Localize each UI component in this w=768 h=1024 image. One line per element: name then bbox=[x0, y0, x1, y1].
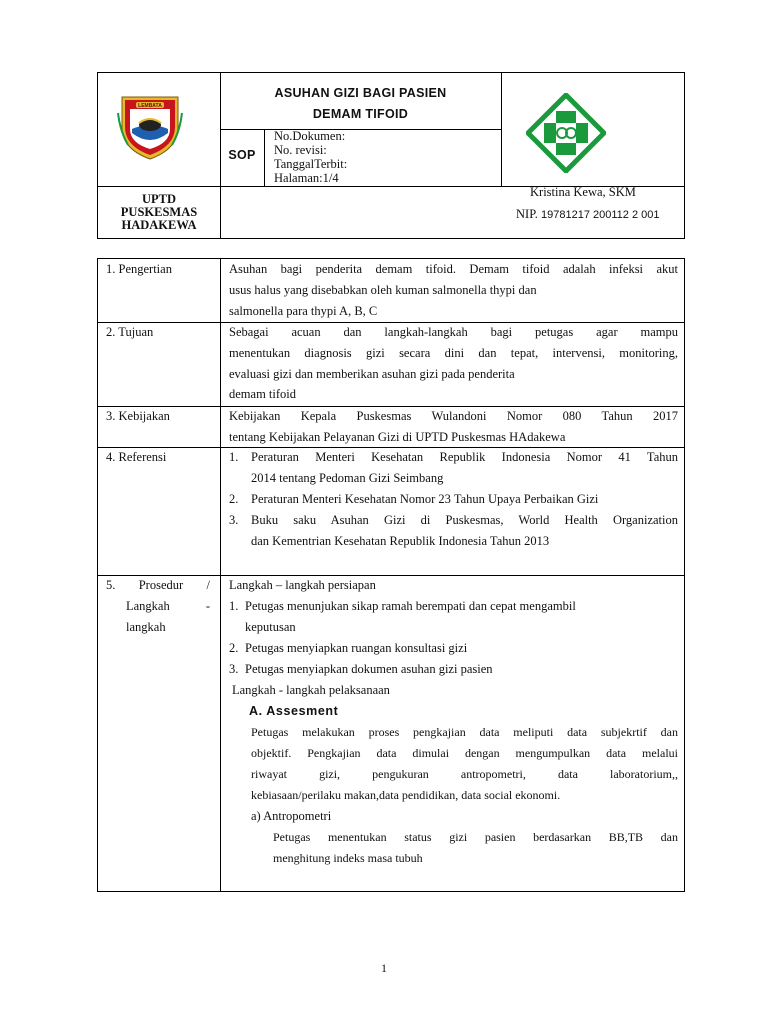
page-number: 1 bbox=[381, 961, 387, 975]
prep-text: Petugas menyiapkan ruangan konsultasi gizi bbox=[245, 641, 468, 655]
prep-item bbox=[229, 596, 678, 638]
langkah-word2: langkah bbox=[126, 620, 166, 634]
regency-shield-logo bbox=[114, 91, 186, 163]
kebijakan-line: Kebijakan Kepala Puskesmas Wulandoni Nomor 080 Tahun 2017 bbox=[229, 409, 678, 423]
row-content-prosedur bbox=[229, 575, 678, 869]
tujuan-line: evaluasi gizi dan memberikan asuhan gizi pada penderita bbox=[229, 367, 515, 381]
antropometri-line: Petugas menentukan status gizi pasien berdasarkan BB,TB dan bbox=[273, 830, 678, 844]
assesment-line: objektif. Pengkajian data dimulai dengan mengumpulkan data melalui bbox=[251, 746, 678, 760]
prep-num: 2. bbox=[229, 641, 239, 655]
prosedur-word: Prosedur bbox=[138, 578, 184, 592]
nip-label: NIP. bbox=[516, 207, 538, 221]
prep-text: keputusan bbox=[245, 620, 296, 634]
kebijakan-line: tentang Kebijakan Pelayanan Gizi di UPTD Puskesmas HAdakewa bbox=[229, 430, 566, 444]
exec-title: Langkah - langkah pelaksanaan bbox=[232, 683, 390, 697]
nip-value: 19781217 200112 2 001 bbox=[541, 209, 660, 221]
signer-name: Kristina Kewa, SKM bbox=[530, 185, 636, 199]
row-content-tujuan bbox=[229, 322, 678, 403]
assesment-line: Petugas melakukan proses pengkajian data meliputi data subjekrtif dan bbox=[251, 725, 678, 739]
referensi-item bbox=[229, 447, 678, 489]
row-content-kebijakan bbox=[229, 406, 678, 448]
prosedur-slash: / bbox=[206, 578, 210, 592]
referensi-text: dan Kementrian Kesehatan Republik Indonesia Tahun 2013 bbox=[251, 534, 550, 548]
puskesmas-logo bbox=[526, 93, 606, 173]
row-label-prosedur bbox=[106, 575, 210, 638]
doc-number-label: No.Dokumen: bbox=[274, 129, 346, 143]
tujuan-line: demam tifoid bbox=[229, 387, 296, 401]
org-line1: UPTD bbox=[141, 192, 177, 206]
row-label-tujuan: 2. Tujuan bbox=[106, 325, 154, 339]
row-content-pengertian bbox=[229, 259, 678, 322]
referensi-text: 2014 tentang Pedoman Gizi Seimbang bbox=[251, 471, 444, 485]
prep-text: Petugas menyiapkan dokumen asuhan gizi pasien bbox=[245, 662, 493, 676]
referensi-text: Buku saku Asuhan Gizi di Puskesmas, World Health Organization bbox=[251, 513, 678, 527]
referensi-item bbox=[229, 489, 678, 510]
prep-item bbox=[229, 659, 678, 680]
referensi-num: 1. bbox=[229, 450, 239, 464]
referensi-text: Peraturan Menteri Kesehatan Nomor 23 Tahun Upaya Perbaikan Gizi bbox=[251, 492, 599, 506]
prosedur-num: 5. bbox=[106, 578, 116, 592]
doc-title-line2: DEMAM TIFOID bbox=[312, 107, 409, 121]
langkah-dash: - bbox=[205, 599, 210, 613]
tujuan-line: Sebagai acuan dan langkah-langkah bagi petugas agar mampu bbox=[229, 325, 678, 339]
prep-title: Langkah – langkah persiapan bbox=[229, 578, 376, 592]
logo-text: LEMBATA bbox=[138, 103, 162, 109]
pengertian-line: salmonella para thypi A, B, C bbox=[229, 304, 378, 318]
referensi-text: Peraturan Menteri Kesehatan Republik Indonesia Nomor 41 Tahun bbox=[251, 450, 678, 464]
langkah-word: Langkah bbox=[126, 599, 170, 613]
prep-num: 3. bbox=[229, 662, 239, 676]
signer-nip bbox=[516, 207, 660, 222]
sop-content-table bbox=[97, 258, 685, 892]
org-line3: HADAKEWA bbox=[121, 218, 197, 232]
row-label-pengertian: 1. Pengertian bbox=[106, 262, 172, 276]
row-content-referensi bbox=[229, 447, 678, 552]
referensi-item bbox=[229, 510, 678, 552]
antropometri-heading: a) Antropometri bbox=[251, 809, 332, 823]
assesment-line: kebiasaan/perilaku makan,data pendidikan, data social ekonomi. bbox=[251, 788, 561, 802]
org-line2: PUSKESMAS bbox=[120, 205, 198, 219]
issue-date-label: TanggalTerbit: bbox=[274, 157, 348, 171]
prep-text: Petugas menunjukan sikap ramah berempati dan cepat mengambil bbox=[245, 599, 576, 613]
page-info-label: Halaman:1/4 bbox=[274, 171, 339, 185]
revision-label: No. revisi: bbox=[274, 143, 327, 157]
doc-title-line1: ASUHAN GIZI BAGI PASIEN bbox=[274, 86, 447, 100]
referensi-num: 3. bbox=[229, 513, 239, 527]
assesment-paragraph bbox=[229, 722, 678, 806]
row-label-referensi: 4. Referensi bbox=[106, 450, 167, 464]
document-header bbox=[97, 72, 685, 239]
pengertian-line: usus halus yang disebabkan oleh kuman salmonella thypi dan bbox=[229, 283, 537, 297]
antropometri-paragraph bbox=[229, 827, 678, 869]
tujuan-line: menentukan diagnosis gizi secara dini dan tepat, intervensi, monitoring, bbox=[229, 346, 678, 360]
pengertian-line: Asuhan bagi penderita demam tifoid. Demam tifoid adalah infeksi akut bbox=[229, 262, 678, 276]
assesment-line: riwayat gizi, pengukuran antropometri, data laboratorium,, bbox=[251, 767, 678, 781]
section-a-heading: A. Assesment bbox=[249, 704, 339, 718]
prep-num: 1. bbox=[229, 599, 239, 613]
row-label-kebijakan: 3. Kebijakan bbox=[106, 409, 170, 423]
referensi-num: 2. bbox=[229, 492, 239, 506]
antropometri-line: menghitung indeks masa tubuh bbox=[273, 851, 423, 865]
prep-item bbox=[229, 638, 678, 659]
sop-label: SOP bbox=[228, 148, 256, 162]
